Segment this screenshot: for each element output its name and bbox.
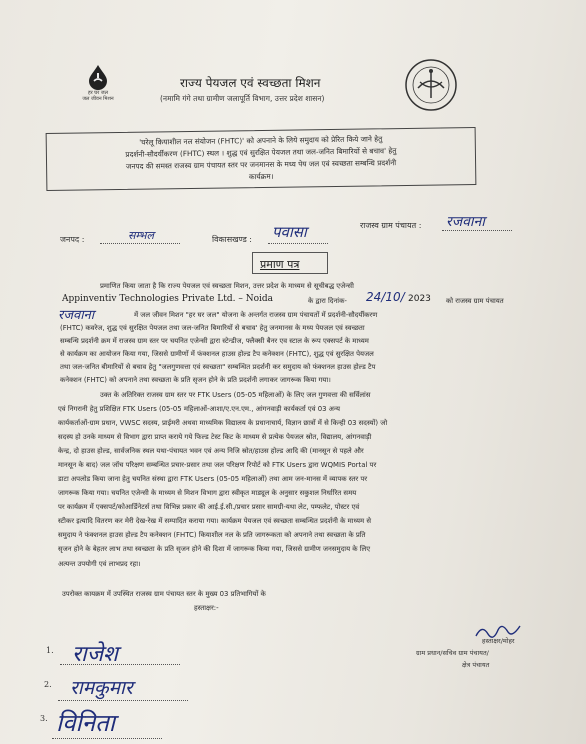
logo-tagline-2: जल जीवन मिशन: [82, 96, 114, 102]
heading-line-1: 'घरेलू कियाशील नल संयोजन (FHTC)' को अपनाने के लिये समुदाय को प्रेरित किये जाने हेतु: [139, 134, 383, 147]
body-line-3: में जल जीवन मिशन "हर घर जल" योजना के अन्तर्गत राजस्व ग्राम पंचायतों में प्रदर्शनी-सौदर्यीकरण: [134, 311, 378, 319]
stamp-line-2: ग्राम प्रधान/सचिव ग्राम पंचायत/: [416, 649, 489, 657]
signature-number-3: 3.: [40, 714, 48, 723]
signature-line-1: [60, 664, 180, 665]
har-ghar-jal-logo: [72, 64, 124, 102]
body-line-17: पर कार्यक्रम में एक्सपर्ट/कोआर्डिनेटर्स तथा विभिन्न प्रकार की आई.ई.सी./प्रचार प्रसार सामग्री-यथा लेट, पम्फलेट, पोस्टर एवं: [58, 503, 360, 511]
body-line-19: समुदाय ने फंक्शनल हाउस होल्ड टैप कनेक्शन (FHTC) कियाशील नल के प्रति जागरूकता को अपनाने तथा स्वच्छता के प्रति: [58, 531, 366, 539]
body-line-11: कार्यकर्ताओं-ग्राम प्रधान, VWSC सदस्य, प्राईमरी अथवा माध्यमिक विद्यालय के प्रधानाचार्य, विज्ञान छात्रों में से किन्ही 03 सदस्यों) जो: [58, 419, 388, 427]
body-line-18: स्टीकर इत्यादि वितरण कर मेरी देख-रेख में सम्पादित कराया गया। कार्यक्रम पेयजल एवं स्वच्छता सम्बन्धित प्रदर्शनी के माध्यम से: [58, 517, 372, 525]
body-line-16: जागरूक किया गया। चयनित एजेन्सी के माध्यम से मिशन विभाग द्वारा स्वीकृत माड्यूल के अनुसार सकुशल निर्धारित समय: [58, 489, 357, 497]
gram-panchayat-underline: [442, 230, 512, 231]
program-year: 2023: [408, 294, 431, 304]
body-line-12: सदस्य हो उनके माध्यम से विभाग द्वारा प्राप्त कराये गये फिल्ड टेस्ट किट के माध्यम से प्रत्येक पेयजल स्रोत, विद्यालय, आंगनवाड़ी: [58, 433, 372, 441]
body-line-6: से कार्यक्रम का आयोजन किया गया, जिससे ग्रामीणों में फंक्शनल हाउस होल्ड टैप कनेक्शन (FHTC), शुद्ध एवं सुरक्षित पेयजल: [60, 350, 374, 358]
body-line-2-mid: के द्वारा दिनांक-: [308, 297, 347, 305]
block-underline: [268, 243, 328, 244]
body-line-10: एवं निगरानी हेतु प्रशिक्षित FTK Users (05-05 महिलाओं-आशा/ए.एन.एम., आंगनवाड़ी कार्यकर्ता एवं 03 अन्य: [58, 405, 340, 413]
heading-line-2: प्रदर्शनी-सौदर्यीकरण (FHTC) स्थल । शुद्ध एवं सुरक्षित पेयजल तथा जल-जनित बिमारियों से बचाव' हेतु: [125, 146, 397, 159]
signature-number-2: 2.: [44, 680, 52, 689]
header-subtitle: (नमामि गंगे तथा ग्रामीण जलापूर्ति विभाग, उत्तर प्रदेश शासन): [160, 94, 325, 103]
body-line-1: प्रमाणित किया जाता है कि राज्य पेयजल एवं स्वच्छता मिशन, उत्तर प्रदेश के माध्यम से सूचीबद्ध एजेन्सी: [100, 282, 354, 290]
gram-panchayat-handwritten: रजवाना: [58, 308, 95, 323]
signature-line-3: [52, 738, 162, 739]
heading-line-3: जनपद की समस्त राजस्व ग्राम पंचायत स्तर पर जनमानस के मध्य पेय जल एवं स्वच्छता सम्बन्धि प्रदर्शनी: [125, 158, 397, 171]
body-line-8: कनेक्शन (FHTC) को अपनाने तथा स्वच्छता के प्रति सृजन होने के प्रति प्रदर्शनी लगाकर जागरूक किया गया।: [60, 376, 331, 384]
body-line-14: मानसून के बाद) जल जॉच परिक्षण सम्बन्धित प्रचार-प्रसार तथा जल परिक्षण रिपोर्ट को FTK Users द्वारा WQMIS Portal पर: [58, 461, 377, 469]
body-line-21: अत्यन्त उपयोगी एवं लाभप्रद रहा।: [58, 560, 141, 568]
signature-line-2: [58, 700, 188, 701]
gram-panchayat-label: राजस्व ग्राम पंचायत :: [360, 221, 422, 230]
closing-line-1: उपरोक्त कायक्रम में उपस्थित राजस्व ग्राम पंचायत स्तर के मुख्य 03 प्रतिभागियों के: [62, 590, 266, 598]
body-line-9: उक्त के अतिरिक्त राजस्व ग्राम स्तर पर FTK Users (05-05 महिलाओं) के लिए जल गुणवत्ता की सर्विलांस: [100, 391, 371, 399]
agency-name: Appinventiv Technologies Private Ltd. – Noida: [62, 294, 273, 304]
body-line-5: सम्बन्धि प्रदर्शनी क्रम में राजस्व ग्राम स्तर पर चयनित एजेन्सी द्वारा स्टेन्डीज, फ्लैक्सी बैनर एव स्टाल के रूप एक्सपर्ट के माध्यम: [60, 337, 369, 345]
participant-signature-1: राजेश: [72, 642, 118, 667]
program-heading-box: [46, 127, 477, 191]
district-underline: [100, 243, 180, 244]
stamp-line-1: हस्ताक्षर/मोहर: [482, 637, 515, 645]
up-government-seal-icon: [404, 58, 458, 116]
body-line-13: केन्द्र, दो हाउस होल्ड, सार्वजनिक स्थल यथा-पंचायत भवन एवं अन्य निजि स्रोत/हाउस होल्ड आदि की (मानसून से पहले और: [58, 447, 364, 455]
participant-signature-2: रामकुमार: [70, 677, 133, 699]
gram-panchayat-value: रजवाना: [446, 214, 485, 230]
heading-line-4: कार्यक्रम।: [248, 171, 274, 182]
block-value: पवासा: [272, 223, 307, 241]
header-title: राज्य पेयजल एवं स्वच्छता मिशन: [180, 76, 321, 90]
signature-number-1: 1.: [46, 646, 54, 655]
closing-line-2: हस्ताक्षर:-: [194, 604, 219, 612]
district-label: जनपद :: [60, 235, 85, 244]
block-label: विकासखण्ड :: [212, 235, 253, 244]
stamp-line-3: क्षेत्र पंचायत: [462, 661, 490, 669]
certificate-title: प्रमाण पत्र: [260, 258, 300, 271]
body-line-7: तथा जल-जनित बीमारियों से बचाव हेतु "जलगुणवत्ता एवं स्वच्छता" सम्बन्धित प्रदर्शनी कर समुदाय को फंक्शनल हाउस होल्ड टैप: [60, 363, 376, 371]
body-line-2-tail: को राजस्व ग्राम पंचायत: [446, 297, 504, 305]
district-value: सम्भल: [128, 229, 154, 242]
program-date-handwritten: 24/10/: [366, 290, 405, 304]
logo-tagline-1: हर घर जल: [88, 90, 108, 96]
water-drop-icon: [85, 64, 111, 90]
body-line-15: डाटा अपलोड किया जाना हेतु चयनित संस्था द्वारा FTK Users (05-05 महिलाओं) तथा आम जन-मानस में व्यापक स्तर पर: [58, 475, 368, 483]
participant-signature-3: विनिता: [56, 709, 115, 737]
body-line-20: सृजन होने के बेहतर लाभ तथा स्वच्छता के प्रति सृजन होने की दिशा में जागरूक किया गया, जिससे ग्रामीण जनसमुदाय के लिए: [58, 545, 371, 553]
body-line-4: (FHTC) कवरेज, शुद्ध एवं सुरक्षित पेयजल तथा जल-जनित बिमारियों से बचाव' हेतु जनमानस के मध्य पेयजल एवं स्वच्छता: [60, 324, 365, 332]
